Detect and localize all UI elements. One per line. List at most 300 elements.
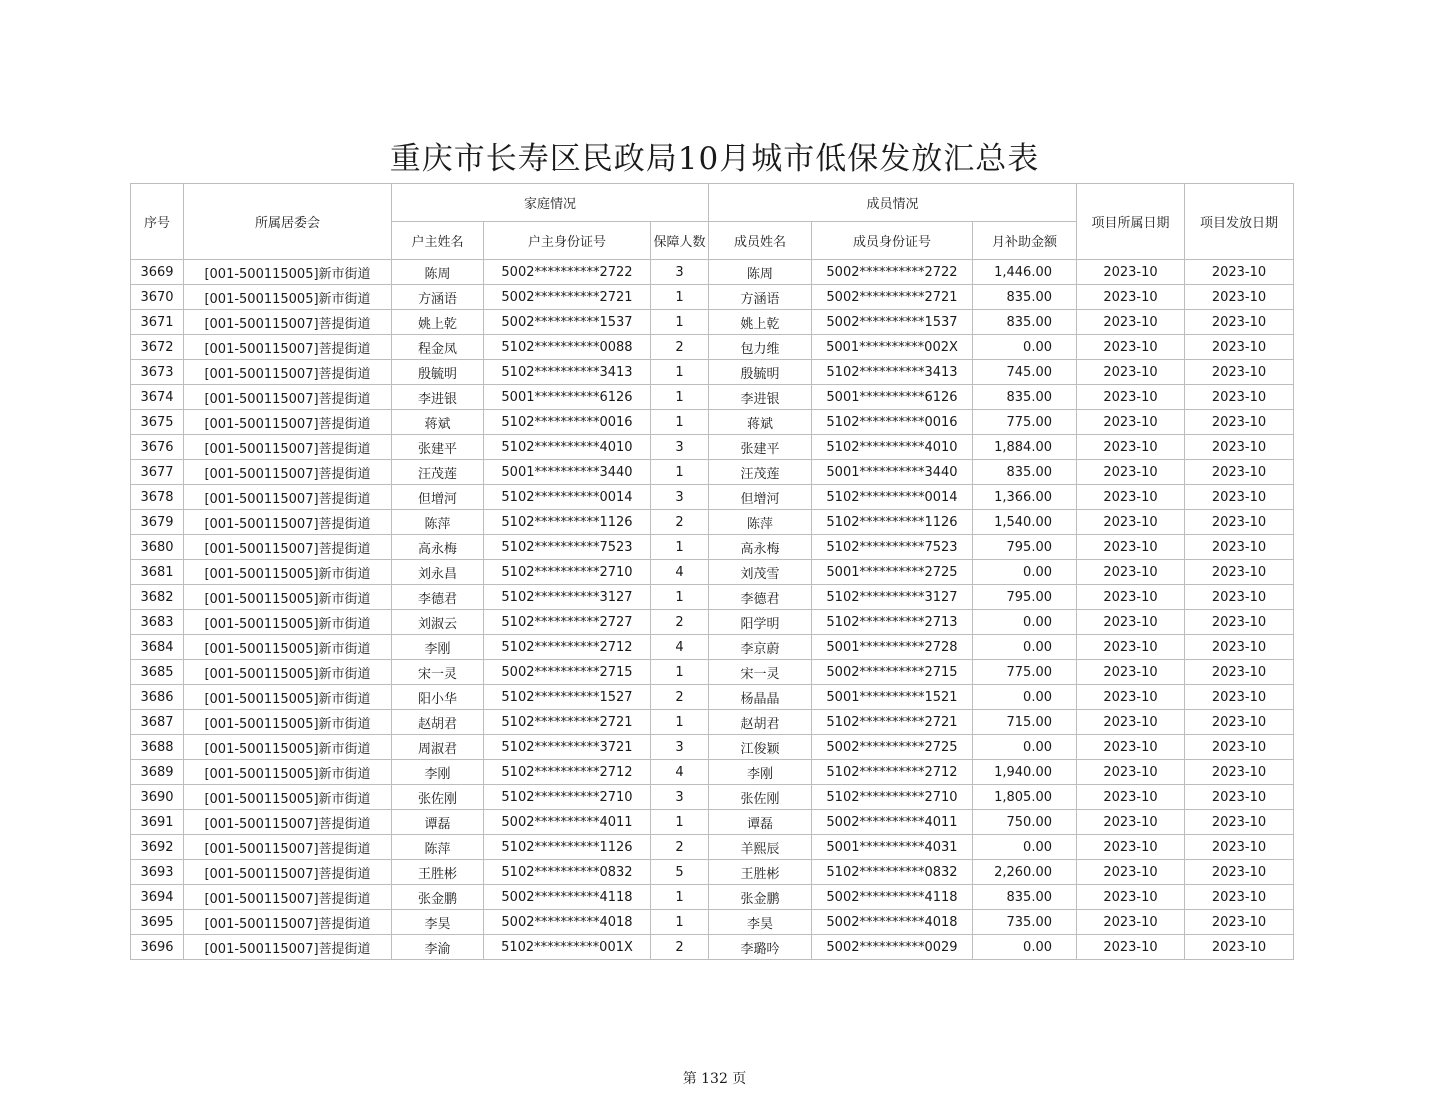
amount-cell: 1,366.00: [973, 485, 1077, 510]
member-id-cell: 5002**********4118: [812, 885, 973, 910]
header-member-id: 成员身份证号: [812, 222, 973, 260]
head-name-cell: 赵胡君: [392, 710, 484, 735]
committee-cell: [001-500115007]菩提街道: [184, 385, 392, 410]
seq-cell: 3675: [131, 410, 184, 435]
seq-cell: 3687: [131, 710, 184, 735]
project-period-cell: 2023-10: [1077, 510, 1185, 535]
member-id-cell: 5002**********0029: [812, 935, 973, 960]
covered-count-cell: 1: [651, 285, 709, 310]
table-row: [131, 460, 1294, 485]
issue-date-cell: 2023-10: [1185, 660, 1294, 685]
covered-count-cell: 1: [651, 910, 709, 935]
member-id-cell: 5001**********6126: [812, 385, 973, 410]
committee-cell: [001-500115005]新市街道: [184, 785, 392, 810]
member-name-cell: 刘茂雪: [709, 560, 812, 585]
head-name-cell: 李进银: [392, 385, 484, 410]
member-name-cell: 张金鹏: [709, 885, 812, 910]
head-name-cell: 姚上乾: [392, 310, 484, 335]
head-id-cell: 5102**********3127: [484, 585, 651, 610]
table-row: [131, 760, 1294, 785]
seq-cell: 3696: [131, 935, 184, 960]
table-row: [131, 385, 1294, 410]
amount-cell: 835.00: [973, 385, 1077, 410]
committee-cell: [001-500115005]新市街道: [184, 685, 392, 710]
amount-cell: 0.00: [973, 835, 1077, 860]
member-id-cell: 5001**********1521: [812, 685, 973, 710]
committee-cell: [001-500115005]新市街道: [184, 610, 392, 635]
project-period-cell: 2023-10: [1077, 335, 1185, 360]
amount-cell: 1,805.00: [973, 785, 1077, 810]
member-id-cell: 5001**********3440: [812, 460, 973, 485]
project-period-cell: 2023-10: [1077, 935, 1185, 960]
amount-cell: 795.00: [973, 585, 1077, 610]
head-name-cell: 李刚: [392, 635, 484, 660]
member-id-cell: 5102**********2713: [812, 610, 973, 635]
header-family-group: 家庭情况: [392, 184, 709, 222]
header-monthly-amount: 月补助金额: [973, 222, 1077, 260]
amount-cell: 835.00: [973, 460, 1077, 485]
member-name-cell: 殷毓明: [709, 360, 812, 385]
head-name-cell: 周淑君: [392, 735, 484, 760]
table-row: [131, 585, 1294, 610]
issue-date-cell: 2023-10: [1185, 785, 1294, 810]
amount-cell: 835.00: [973, 310, 1077, 335]
header-issue-date: 项目发放日期: [1185, 184, 1294, 260]
issue-date-cell: 2023-10: [1185, 710, 1294, 735]
covered-count-cell: 1: [651, 660, 709, 685]
member-name-cell: 张建平: [709, 435, 812, 460]
committee-cell: [001-500115007]菩提街道: [184, 510, 392, 535]
member-name-cell: 李进银: [709, 385, 812, 410]
project-period-cell: 2023-10: [1077, 385, 1185, 410]
issue-date-cell: 2023-10: [1185, 810, 1294, 835]
committee-cell: [001-500115007]菩提街道: [184, 835, 392, 860]
committee-cell: [001-500115005]新市街道: [184, 710, 392, 735]
page-title: 重庆市长寿区民政局10月城市低保发放汇总表: [389, 141, 1040, 177]
member-id-cell: 5102**********0014: [812, 485, 973, 510]
project-period-cell: 2023-10: [1077, 910, 1185, 935]
header-head-name: 户主姓名: [392, 222, 484, 260]
member-id-cell: 5102**********4010: [812, 435, 973, 460]
table-row: [131, 810, 1294, 835]
covered-count-cell: 2: [651, 510, 709, 535]
page-number: 第 132 页: [682, 1071, 747, 1087]
head-id-cell: 5001**********6126: [484, 385, 651, 410]
head-id-cell: 5002**********1537: [484, 310, 651, 335]
member-id-cell: 5001**********2728: [812, 635, 973, 660]
head-name-cell: 陈萍: [392, 510, 484, 535]
head-id-cell: 5002**********4018: [484, 910, 651, 935]
issue-date-cell: 2023-10: [1185, 610, 1294, 635]
table-row: [131, 635, 1294, 660]
amount-cell: 835.00: [973, 285, 1077, 310]
amount-cell: 0.00: [973, 685, 1077, 710]
seq-cell: 3684: [131, 635, 184, 660]
head-id-cell: 5102**********4010: [484, 435, 651, 460]
covered-count-cell: 2: [651, 935, 709, 960]
committee-cell: [001-500115007]菩提街道: [184, 435, 392, 460]
project-period-cell: 2023-10: [1077, 260, 1185, 285]
issue-date-cell: 2023-10: [1185, 935, 1294, 960]
member-name-cell: 谭磊: [709, 810, 812, 835]
head-name-cell: 殷毓明: [392, 360, 484, 385]
seq-cell: 3689: [131, 760, 184, 785]
member-id-cell: 5001**********4031: [812, 835, 973, 860]
head-name-cell: 宋一灵: [392, 660, 484, 685]
head-id-cell: 5102**********2710: [484, 560, 651, 585]
project-period-cell: 2023-10: [1077, 535, 1185, 560]
amount-cell: 775.00: [973, 660, 1077, 685]
covered-count-cell: 1: [651, 310, 709, 335]
issue-date-cell: 2023-10: [1185, 335, 1294, 360]
member-name-cell: 蒋斌: [709, 410, 812, 435]
table-body: [131, 260, 1294, 960]
member-name-cell: 宋一灵: [709, 660, 812, 685]
seq-cell: 3669: [131, 260, 184, 285]
project-period-cell: 2023-10: [1077, 610, 1185, 635]
amount-cell: 750.00: [973, 810, 1077, 835]
amount-cell: 1,540.00: [973, 510, 1077, 535]
head-name-cell: 李渝: [392, 935, 484, 960]
member-id-cell: 5002**********1537: [812, 310, 973, 335]
project-period-cell: 2023-10: [1077, 785, 1185, 810]
member-name-cell: 但增河: [709, 485, 812, 510]
header-head-id: 户主身份证号: [484, 222, 651, 260]
member-name-cell: 李刚: [709, 760, 812, 785]
committee-cell: [001-500115007]菩提街道: [184, 535, 392, 560]
committee-cell: [001-500115005]新市街道: [184, 585, 392, 610]
seq-cell: 3676: [131, 435, 184, 460]
project-period-cell: 2023-10: [1077, 360, 1185, 385]
project-period-cell: 2023-10: [1077, 760, 1185, 785]
table-row: [131, 910, 1294, 935]
committee-cell: [001-500115007]菩提街道: [184, 360, 392, 385]
header-committee: 所属居委会: [184, 184, 392, 260]
member-id-cell: 5102**********3127: [812, 585, 973, 610]
project-period-cell: 2023-10: [1077, 410, 1185, 435]
member-name-cell: 杨晶晶: [709, 685, 812, 710]
issue-date-cell: 2023-10: [1185, 310, 1294, 335]
amount-cell: 0.00: [973, 335, 1077, 360]
head-id-cell: 5102**********001X: [484, 935, 651, 960]
committee-cell: [001-500115005]新市街道: [184, 285, 392, 310]
amount-cell: 745.00: [973, 360, 1077, 385]
seq-cell: 3674: [131, 385, 184, 410]
committee-cell: [001-500115007]菩提街道: [184, 460, 392, 485]
table-row: [131, 560, 1294, 585]
amount-cell: 2,260.00: [973, 860, 1077, 885]
head-name-cell: 汪茂莲: [392, 460, 484, 485]
seq-cell: 3680: [131, 535, 184, 560]
head-id-cell: 5002**********2721: [484, 285, 651, 310]
head-name-cell: 张金鹏: [392, 885, 484, 910]
table-row: [131, 510, 1294, 535]
project-period-cell: 2023-10: [1077, 660, 1185, 685]
committee-cell: [001-500115007]菩提街道: [184, 310, 392, 335]
head-name-cell: 张建平: [392, 435, 484, 460]
table-row: [131, 660, 1294, 685]
head-name-cell: 陈萍: [392, 835, 484, 860]
header-member-name: 成员姓名: [709, 222, 812, 260]
committee-cell: [001-500115007]菩提街道: [184, 910, 392, 935]
committee-cell: [001-500115005]新市街道: [184, 735, 392, 760]
head-name-cell: 程金凤: [392, 335, 484, 360]
seq-cell: 3682: [131, 585, 184, 610]
member-id-cell: 5102**********2721: [812, 710, 973, 735]
committee-cell: [001-500115005]新市街道: [184, 760, 392, 785]
head-name-cell: 但增河: [392, 485, 484, 510]
head-id-cell: 5102**********0014: [484, 485, 651, 510]
head-id-cell: 5102**********0016: [484, 410, 651, 435]
head-name-cell: 陈周: [392, 260, 484, 285]
amount-cell: 715.00: [973, 710, 1077, 735]
member-name-cell: 陈萍: [709, 510, 812, 535]
table-row: [131, 485, 1294, 510]
project-period-cell: 2023-10: [1077, 460, 1185, 485]
head-name-cell: 谭磊: [392, 810, 484, 835]
seq-cell: 3685: [131, 660, 184, 685]
issue-date-cell: 2023-10: [1185, 885, 1294, 910]
member-id-cell: 5102**********2710: [812, 785, 973, 810]
project-period-cell: 2023-10: [1077, 635, 1185, 660]
project-period-cell: 2023-10: [1077, 485, 1185, 510]
head-name-cell: 高永梅: [392, 535, 484, 560]
seq-cell: 3688: [131, 735, 184, 760]
table-row: [131, 610, 1294, 635]
committee-cell: [001-500115005]新市街道: [184, 635, 392, 660]
member-name-cell: 姚上乾: [709, 310, 812, 335]
head-name-cell: 阳小华: [392, 685, 484, 710]
table-row: [131, 860, 1294, 885]
member-id-cell: 5001**********002X: [812, 335, 973, 360]
amount-cell: 775.00: [973, 410, 1077, 435]
member-id-cell: 5102**********7523: [812, 535, 973, 560]
committee-cell: [001-500115007]菩提街道: [184, 885, 392, 910]
member-name-cell: 李德君: [709, 585, 812, 610]
head-name-cell: 李德君: [392, 585, 484, 610]
head-name-cell: 王胜彬: [392, 860, 484, 885]
member-id-cell: 5102**********1126: [812, 510, 973, 535]
committee-cell: [001-500115007]菩提街道: [184, 935, 392, 960]
project-period-cell: 2023-10: [1077, 885, 1185, 910]
amount-cell: 0.00: [973, 610, 1077, 635]
committee-cell: [001-500115007]菩提街道: [184, 860, 392, 885]
table-row: [131, 685, 1294, 710]
member-name-cell: 羊熙辰: [709, 835, 812, 860]
issue-date-cell: 2023-10: [1185, 835, 1294, 860]
covered-count-cell: 3: [651, 735, 709, 760]
member-name-cell: 方涵语: [709, 285, 812, 310]
covered-count-cell: 2: [651, 610, 709, 635]
head-id-cell: 5102**********3721: [484, 735, 651, 760]
covered-count-cell: 1: [651, 410, 709, 435]
amount-cell: 1,940.00: [973, 760, 1077, 785]
project-period-cell: 2023-10: [1077, 810, 1185, 835]
head-id-cell: 5102**********1527: [484, 685, 651, 710]
committee-cell: [001-500115005]新市街道: [184, 260, 392, 285]
seq-cell: 3681: [131, 560, 184, 585]
head-id-cell: 5002**********4011: [484, 810, 651, 835]
amount-cell: 0.00: [973, 935, 1077, 960]
amount-cell: 1,446.00: [973, 260, 1077, 285]
table-row: [131, 285, 1294, 310]
project-period-cell: 2023-10: [1077, 835, 1185, 860]
committee-cell: [001-500115007]菩提街道: [184, 810, 392, 835]
seq-cell: 3690: [131, 785, 184, 810]
issue-date-cell: 2023-10: [1185, 485, 1294, 510]
covered-count-cell: 5: [651, 860, 709, 885]
head-name-cell: 刘淑云: [392, 610, 484, 635]
covered-count-cell: 1: [651, 585, 709, 610]
issue-date-cell: 2023-10: [1185, 435, 1294, 460]
issue-date-cell: 2023-10: [1185, 460, 1294, 485]
seq-cell: 3691: [131, 810, 184, 835]
issue-date-cell: 2023-10: [1185, 635, 1294, 660]
head-id-cell: 5102**********7523: [484, 535, 651, 560]
covered-count-cell: 1: [651, 460, 709, 485]
member-name-cell: 汪茂莲: [709, 460, 812, 485]
covered-count-cell: 4: [651, 760, 709, 785]
table-row: [131, 710, 1294, 735]
committee-cell: [001-500115007]菩提街道: [184, 335, 392, 360]
seq-cell: 3679: [131, 510, 184, 535]
head-id-cell: 5102**********1126: [484, 835, 651, 860]
table-row: [131, 885, 1294, 910]
covered-count-cell: 3: [651, 260, 709, 285]
committee-cell: [001-500115007]菩提街道: [184, 485, 392, 510]
covered-count-cell: 4: [651, 560, 709, 585]
head-name-cell: 蒋斌: [392, 410, 484, 435]
covered-count-cell: 1: [651, 535, 709, 560]
project-period-cell: 2023-10: [1077, 860, 1185, 885]
head-name-cell: 张佐刚: [392, 785, 484, 810]
head-id-cell: 5001**********3440: [484, 460, 651, 485]
head-id-cell: 5102**********3413: [484, 360, 651, 385]
amount-cell: 0.00: [973, 560, 1077, 585]
table-row: [131, 935, 1294, 960]
head-id-cell: 5002**********4118: [484, 885, 651, 910]
issue-date-cell: 2023-10: [1185, 260, 1294, 285]
member-id-cell: 5102**********2712: [812, 760, 973, 785]
head-id-cell: 5102**********2712: [484, 760, 651, 785]
project-period-cell: 2023-10: [1077, 585, 1185, 610]
head-name-cell: 李刚: [392, 760, 484, 785]
table-row: [131, 735, 1294, 760]
seq-cell: 3671: [131, 310, 184, 335]
member-name-cell: 王胜彬: [709, 860, 812, 885]
project-period-cell: 2023-10: [1077, 310, 1185, 335]
table-row: [131, 785, 1294, 810]
amount-cell: 735.00: [973, 910, 1077, 935]
head-id-cell: 5102**********0832: [484, 860, 651, 885]
seq-cell: 3678: [131, 485, 184, 510]
issue-date-cell: 2023-10: [1185, 585, 1294, 610]
committee-cell: [001-500115005]新市街道: [184, 660, 392, 685]
member-id-cell: 5002**********2715: [812, 660, 973, 685]
member-id-cell: 5002**********4011: [812, 810, 973, 835]
head-name-cell: 李昊: [392, 910, 484, 935]
issue-date-cell: 2023-10: [1185, 910, 1294, 935]
amount-cell: 0.00: [973, 735, 1077, 760]
seq-cell: 3672: [131, 335, 184, 360]
project-period-cell: 2023-10: [1077, 285, 1185, 310]
member-id-cell: 5102**********0832: [812, 860, 973, 885]
head-id-cell: 5002**********2722: [484, 260, 651, 285]
covered-count-cell: 1: [651, 810, 709, 835]
issue-date-cell: 2023-10: [1185, 410, 1294, 435]
issue-date-cell: 2023-10: [1185, 510, 1294, 535]
covered-count-cell: 1: [651, 885, 709, 910]
head-id-cell: 5102**********0088: [484, 335, 651, 360]
member-id-cell: 5102**********0016: [812, 410, 973, 435]
issue-date-cell: 2023-10: [1185, 860, 1294, 885]
covered-count-cell: 1: [651, 710, 709, 735]
member-name-cell: 包力维: [709, 335, 812, 360]
member-id-cell: 5002**********2721: [812, 285, 973, 310]
table-row: [131, 835, 1294, 860]
covered-count-cell: 3: [651, 785, 709, 810]
seq-cell: 3670: [131, 285, 184, 310]
issue-date-cell: 2023-10: [1185, 760, 1294, 785]
covered-count-cell: 4: [651, 635, 709, 660]
issue-date-cell: 2023-10: [1185, 535, 1294, 560]
head-id-cell: 5102**********2712: [484, 635, 651, 660]
project-period-cell: 2023-10: [1077, 435, 1185, 460]
table-row: [131, 360, 1294, 385]
issue-date-cell: 2023-10: [1185, 285, 1294, 310]
member-name-cell: 李昊: [709, 910, 812, 935]
issue-date-cell: 2023-10: [1185, 560, 1294, 585]
member-name-cell: 高永梅: [709, 535, 812, 560]
project-period-cell: 2023-10: [1077, 560, 1185, 585]
head-name-cell: 刘永昌: [392, 560, 484, 585]
covered-count-cell: 1: [651, 360, 709, 385]
issue-date-cell: 2023-10: [1185, 735, 1294, 760]
project-period-cell: 2023-10: [1077, 685, 1185, 710]
amount-cell: 795.00: [973, 535, 1077, 560]
project-period-cell: 2023-10: [1077, 710, 1185, 735]
table-row: [131, 410, 1294, 435]
header-project-period: 项目所属日期: [1077, 184, 1185, 260]
table-row: [131, 310, 1294, 335]
member-name-cell: 陈周: [709, 260, 812, 285]
covered-count-cell: 3: [651, 435, 709, 460]
project-period-cell: 2023-10: [1077, 735, 1185, 760]
seq-cell: 3683: [131, 610, 184, 635]
member-name-cell: 阳学明: [709, 610, 812, 635]
covered-count-cell: 2: [651, 835, 709, 860]
covered-count-cell: 2: [651, 335, 709, 360]
member-id-cell: 5001**********2725: [812, 560, 973, 585]
head-name-cell: 方涵语: [392, 285, 484, 310]
amount-cell: 835.00: [973, 885, 1077, 910]
member-name-cell: 李璐吟: [709, 935, 812, 960]
issue-date-cell: 2023-10: [1185, 385, 1294, 410]
seq-cell: 3686: [131, 685, 184, 710]
table-row: [131, 335, 1294, 360]
seq-cell: 3692: [131, 835, 184, 860]
table-row: [131, 535, 1294, 560]
member-id-cell: 5002**********2725: [812, 735, 973, 760]
table-row: [131, 435, 1294, 460]
amount-cell: 1,884.00: [973, 435, 1077, 460]
amount-cell: 0.00: [973, 635, 1077, 660]
header-member-group: 成员情况: [709, 184, 1077, 222]
seq-cell: 3694: [131, 885, 184, 910]
head-id-cell: 5102**********1126: [484, 510, 651, 535]
member-name-cell: 江俊颖: [709, 735, 812, 760]
seq-cell: 3673: [131, 360, 184, 385]
